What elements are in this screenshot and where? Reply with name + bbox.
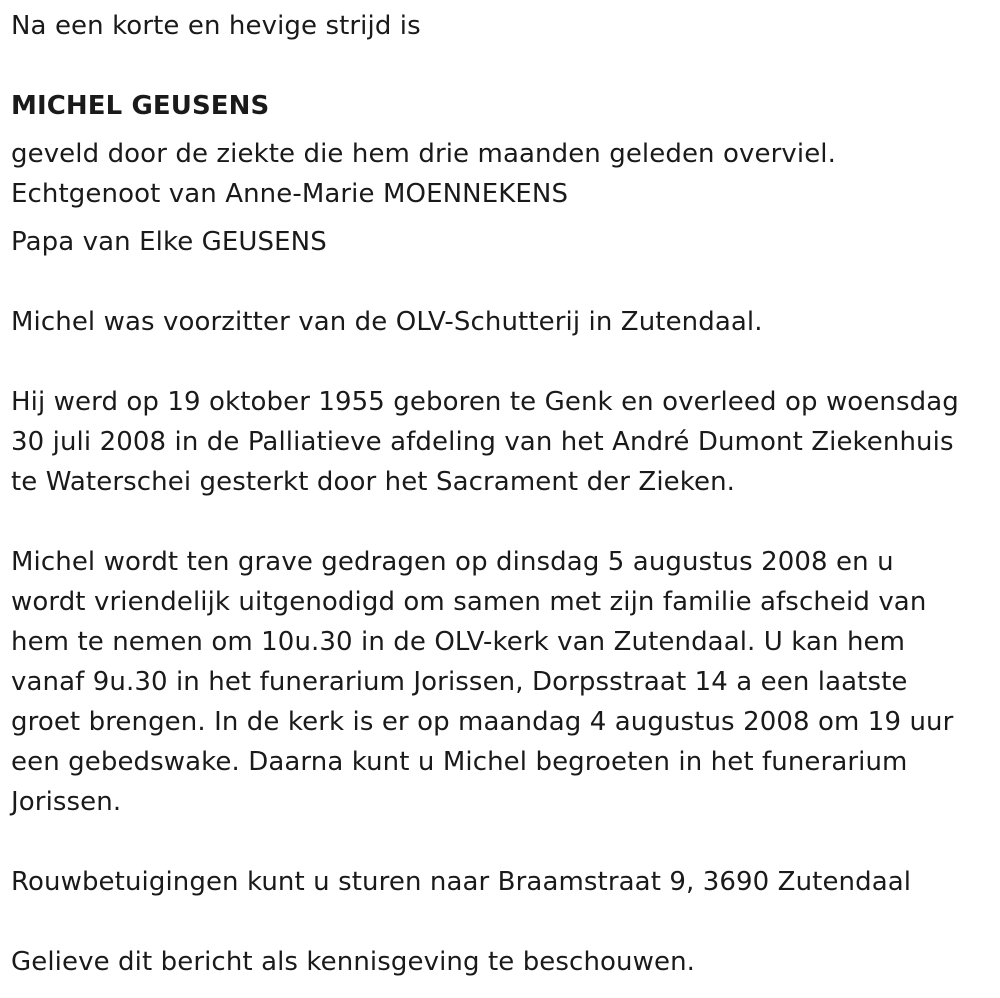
funeral-line: wordt vriendelijk uitgenodigd om samen met zijn familie afscheid van — [11, 587, 927, 617]
funeral-line: een gebedswake. Daarna kunt u Michel begroeten in het funerarium — [11, 747, 908, 777]
closing-text: Gelieve dit bericht als kennisgeving te beschouwen. — [11, 947, 696, 977]
birth-death-line: Hij werd op 19 oktober 1955 geboren te Genk en overleed op woensdag — [11, 387, 959, 417]
chair-text: Michel was voorzitter van de OLV-Schutterij in Zutendaal. — [11, 307, 763, 337]
birth-death-line: 30 juli 2008 in de Palliatieve afdeling van het André Dumont Ziekenhuis — [11, 427, 954, 457]
condolences-text: Rouwbetuigingen kunt u sturen naar Braamstraat 9, 3690 Zutendaal — [11, 867, 912, 897]
parent-text: Papa van Elke GEUSENS — [11, 227, 327, 257]
birth-death-line: te Waterschei gesterkt door het Sacrament der Zieken. — [11, 467, 736, 497]
illness-text: geveld door de ziekte die hem drie maanden geleden overviel. — [11, 139, 836, 169]
funeral-line: Michel wordt ten grave gedragen op dinsdag 5 augustus 2008 en u — [11, 547, 894, 577]
deceased-name: MICHEL GEUSENS — [11, 91, 270, 121]
funeral-line: vanaf 9u.30 in het funerarium Jorissen, Dorpsstraat 14 a een laatste — [11, 667, 908, 697]
funeral-line: hem te nemen om 10u.30 in de OLV-kerk van Zutendaal. U kan hem — [11, 627, 906, 657]
funeral-line: groet brengen. In de kerk is er op maandag 4 augustus 2008 om 19 uur — [11, 707, 954, 737]
spouse-text: Echtgenoot van Anne-Marie MOENNEKENS — [11, 179, 569, 209]
funeral-line: Jorissen. — [11, 787, 122, 817]
intro-text: Na een korte en hevige strijd is — [11, 11, 421, 41]
